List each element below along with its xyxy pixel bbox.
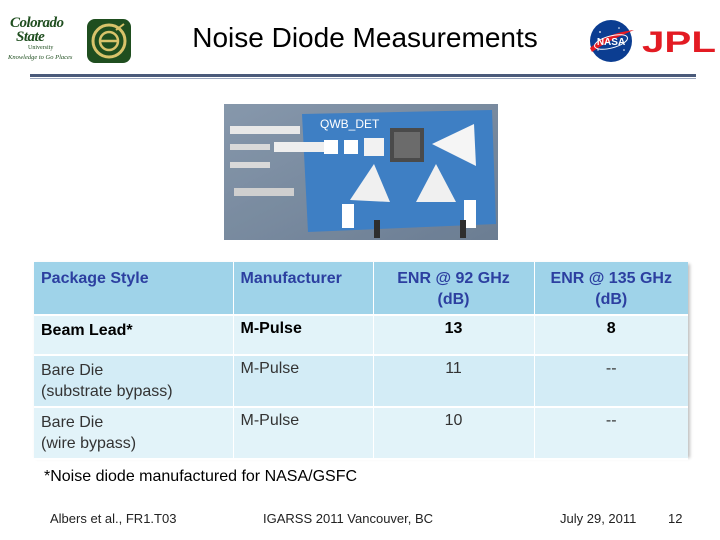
cell-enr-135: --	[534, 355, 688, 407]
csu-emblem-icon	[86, 18, 132, 64]
jpl-logo-icon	[640, 26, 718, 56]
csu-line1: Colorado	[10, 15, 64, 31]
page-title: Noise Diode Measurements	[192, 22, 538, 53]
cell-enr-135: --	[534, 407, 688, 459]
header-enr-92: ENR @ 92 GHz (dB)	[373, 262, 534, 315]
title-rule	[30, 74, 696, 77]
footer-conference: IGARSS 2011 Vancouver, BC	[263, 511, 434, 526]
cell-enr-92: 13	[373, 315, 534, 355]
cell-package-style: Beam Lead*	[34, 315, 233, 355]
nasa-logo-text: NASA	[596, 37, 626, 48]
title-rule-thin	[30, 78, 696, 79]
header-package-style: Package Style	[34, 262, 233, 315]
header-enr-135: ENR @ 135 GHz (dB)	[534, 262, 688, 315]
cell-package-style: Bare Die (substrate bypass)	[34, 355, 233, 407]
cell-manufacturer: M-Pulse	[233, 315, 373, 355]
table-row	[34, 355, 688, 407]
cell-package-style: Bare Die (wire bypass)	[34, 407, 233, 459]
noise-diode-table	[34, 262, 688, 456]
cell-enr-92: 10	[373, 407, 534, 459]
csu-tagline: Knowledge to Go Places	[8, 54, 73, 61]
cell-enr-92: 11	[373, 355, 534, 407]
csu-line2: State	[16, 29, 45, 45]
page-number: 12	[668, 511, 683, 526]
diode-chip-photo	[224, 104, 498, 240]
footer-date: July 29, 2011	[560, 511, 637, 526]
jpl-logo-text: JPL	[642, 26, 716, 56]
cell-enr-135: 8	[534, 315, 688, 355]
nasa-logo-icon	[586, 18, 636, 64]
footer-author: Albers et al., FR1.T03	[50, 511, 177, 526]
table-row	[34, 315, 688, 355]
csu-wordmark	[6, 14, 84, 66]
header-manufacturer: Manufacturer	[233, 262, 373, 315]
table-header-row	[34, 262, 688, 315]
csu-line3: University	[28, 45, 54, 51]
chip-label-text: QWB_DET	[320, 117, 380, 131]
cell-manufacturer: M-Pulse	[233, 407, 373, 459]
table-row	[34, 407, 688, 459]
cell-manufacturer: M-Pulse	[233, 355, 373, 407]
footnote: *Noise diode manufactured for NASA/GSFC	[44, 468, 358, 485]
csu-logo	[6, 14, 128, 66]
